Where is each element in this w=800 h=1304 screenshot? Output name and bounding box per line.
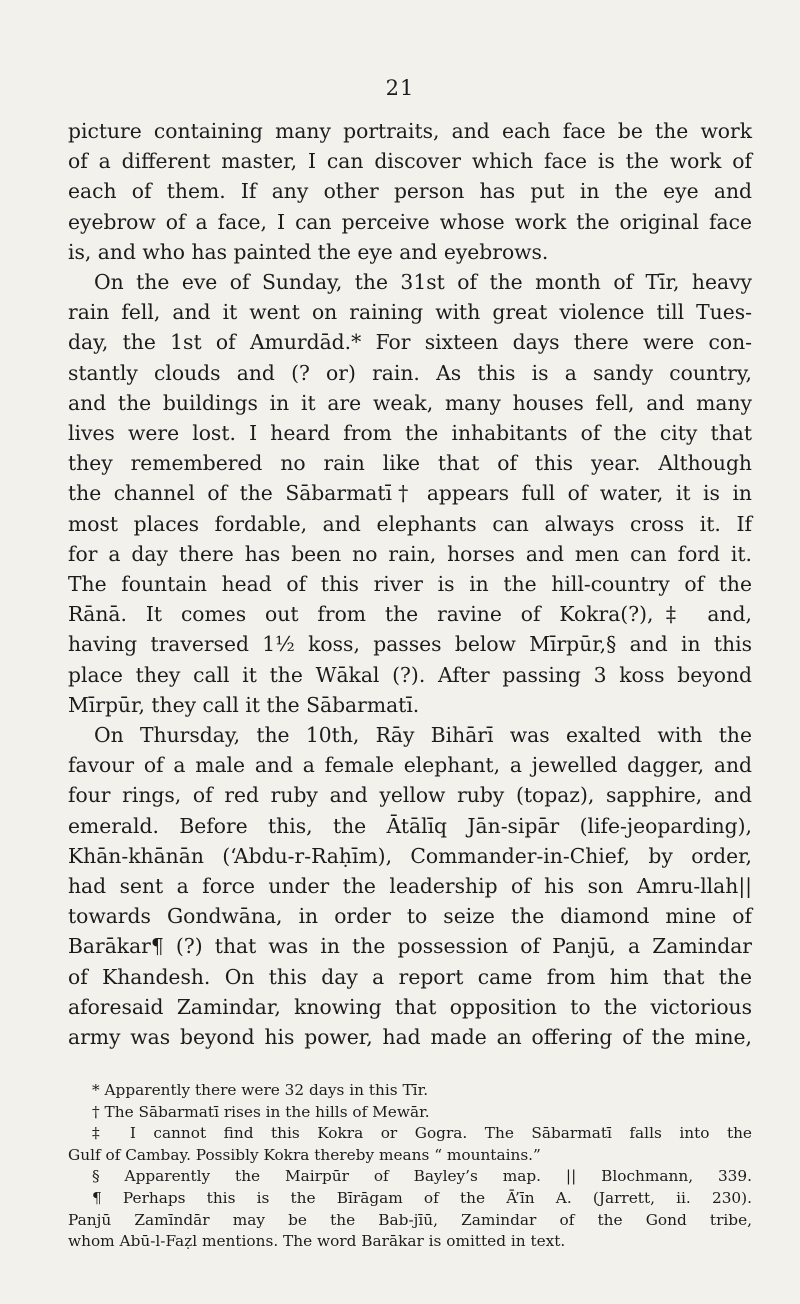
text-line: stantly clouds and (? or) rain. As this is a sandy country, [68,360,752,385]
footnote-line: Panjū Zamīndār may be the Bab-jīū, Zamindar of the Gond tribe, [68,1210,752,1229]
text-line: place they call it the Wākal (?). After passing 3 koss beyond [68,662,752,687]
text-line: The fountain head of this river is in the hill-country of the [68,572,752,597]
text-line: and the buildings in it are weak, many houses fell, and many [68,390,752,415]
text-line: aforesaid Zamindar, knowing that opposition to the victorious [68,994,752,1019]
text-line: for a day there has been no rain, horses and men can ford it. [68,541,752,566]
text-line: is, and who has painted the eye and eyebrows. [68,239,549,264]
text-line: had sent a force under the leadership of his son Amru-llah|| [68,874,752,899]
text-line: rain fell, and it went on raining with great violence till Tues- [68,300,752,325]
text-line: picture containing many portraits, and each face be the work [68,119,752,143]
text-line: of Khandesh. On this day a report came from him that the [68,964,752,989]
text-line: On the eve of Sunday, the 31st of the month of Tīr, heavy [94,270,752,295]
footnote-line: whom Abū-l-Faẓl mentions. The word Barākar is omitted in text. [68,1232,566,1251]
text-line: four rings, of red ruby and yellow ruby (topaz), sapphire, and [68,783,752,808]
text-line: favour of a male and a female elephant, a jewelled dagger, and [68,753,752,778]
text-line: having traversed 1½ koss, passes below Mīrpūr,§ and in this [68,632,752,657]
text-line: the channel of the Sābarmatī† appears full of water, it is in [68,481,752,506]
footnote-line: † The Sābarmatī rises in the hills of Mewār. [92,1102,430,1121]
text-line: day, the 1st of Amurdād.* For sixteen days there were con- [68,330,752,355]
footnote-line: ¶ Perhaps this is the Bīrāgam of the Ā’īn A. (Jarrett, ii. 230). [92,1188,752,1207]
text-line: eyebrow of a face, I can perceive whose work the original face [68,209,752,234]
text-line: Khān-khānān (ʻAbdu-r-Raḥīm), Commander-in-Chief, by order, [68,843,752,868]
page-number: 21 [385,76,415,100]
text-line: towards Gondwāna, in order to seize the diamond mine of [68,904,752,929]
text-line: each of them. If any other person has put in the eye and [68,179,752,204]
text-line: Barākar¶ (?) that was in the possession of Panjū, a Zamindar [68,934,752,959]
footnote-line: Gulf of Cambay. Possibly Kokra thereby means “ mountains.” [68,1145,541,1164]
text-line: Mīrpūr, they call it the Sābarmatī. [68,692,420,717]
text-line: Rānā. It comes out from the ravine of Kokra(?),‡ and, [68,602,752,627]
text-line: most places fordable, and elephants can always cross it. If [68,511,752,536]
text-line: emerald. Before this, the Ātālīq Jān-sipār (life-jeoparding), [68,813,752,838]
text-line: of a different master, I can discover which face is the work of [68,149,752,174]
footnotes [68,1080,752,1253]
text-line: army was beyond his power, had made an offering of the mine, [68,1025,752,1050]
text-line: lives were lost. I heard from the inhabitants of the city that [68,421,752,446]
body-text [68,116,752,1052]
footnote-line: § Apparently the Mairpūr of Bayley’s map. || Blochmann, 339. [92,1167,752,1186]
text-line: On Thursday, the 10th, Rāy Bihārī was exalted with the [94,723,752,748]
footnote-line: * Apparently there were 32 days in this Tīr. [92,1081,429,1099]
text-line: they remembered no rain like that of this year. Although [68,451,752,476]
footnote-line: ‡ I cannot find this Kokra or Gogra. The Sābarmatī falls into the [92,1124,752,1143]
